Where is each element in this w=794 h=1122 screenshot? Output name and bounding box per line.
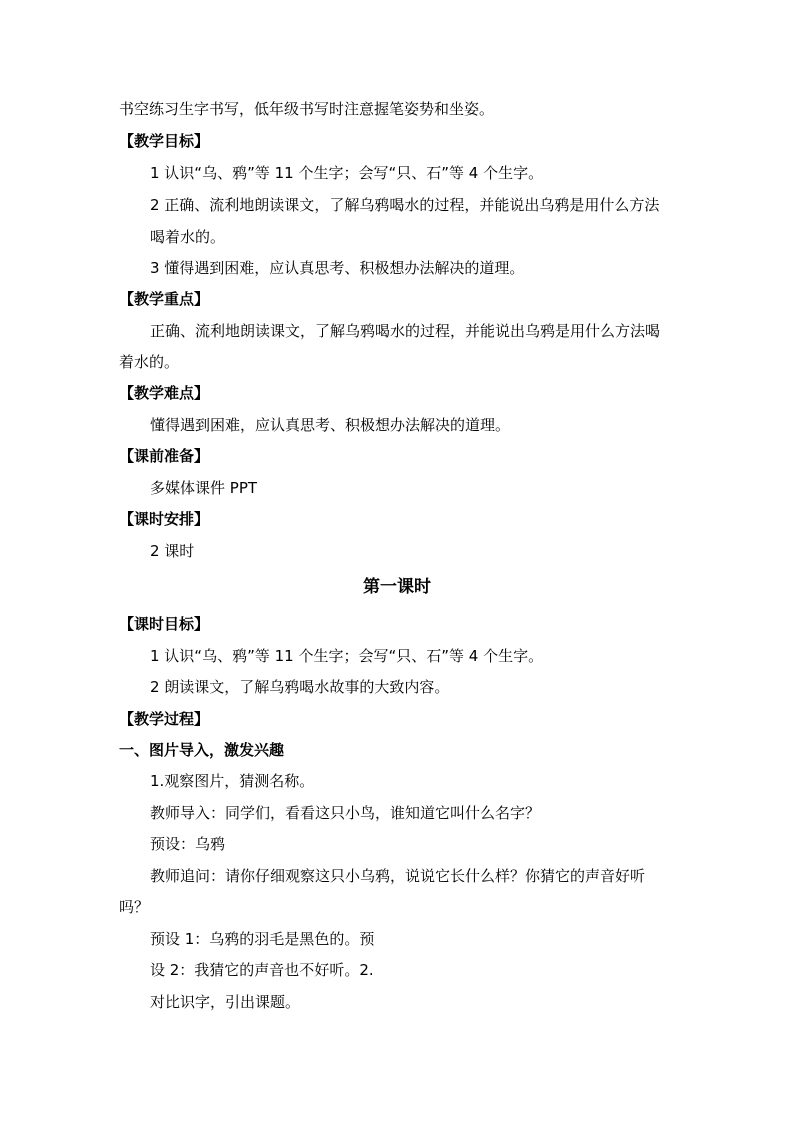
lesson-goal-1: 1 认识“乌、鸦”等 11 个生字；会写“只、石”等 4 个生字。 xyxy=(150,647,544,665)
heading-lesson-goals: 【课时目标】 xyxy=(119,615,210,633)
difficulty-text: 懂得遇到困难，应认真思考、积极想办法解决的道理。 xyxy=(150,416,511,434)
preset-1: 预设 1：乌鸦的羽毛是黑色的。预 xyxy=(150,930,375,948)
heading-teaching-focus: 【教学重点】 xyxy=(119,290,210,308)
intro-text: 书空练习生字书写，低年级书写时注意握笔姿势和坐姿。 xyxy=(119,100,495,118)
heading-teaching-process: 【教学过程】 xyxy=(119,710,210,728)
focus-text-line-1: 正确、流利地朗读课文，了解乌鸦喝水的过程，并能说出乌鸦是用什么方法喝 xyxy=(150,322,661,340)
teacher-question-line-2: 吗？ xyxy=(119,898,150,916)
heading-schedule: 【课时安排】 xyxy=(119,510,210,528)
compare-literacy: 对比识字，引出课题。 xyxy=(150,993,301,1011)
heading-teaching-goals: 【教学目标】 xyxy=(119,132,210,150)
goal-item-2-line-1: 2 正确、流利地朗读课文，了解乌鸦喝水的过程，并能说出乌鸦是用什么方法 xyxy=(150,196,660,214)
focus-text-line-2: 着水的。 xyxy=(119,353,180,371)
goal-item-2-line-2: 喝着水的。 xyxy=(150,228,226,246)
section-heading-1: 一、图片导入，激发兴趣 xyxy=(119,741,285,759)
preset-answer: 预设：乌鸦 xyxy=(150,835,226,853)
goal-item-3: 3 懂得遇到困难，应认真思考、积极想办法解决的道理。 xyxy=(150,259,525,277)
step-1: 1.观察图片，猜测名称。 xyxy=(150,772,315,790)
goal-item-1: 1 认识“乌、鸦”等 11 个生字；会写“只、石”等 4 个生字。 xyxy=(150,164,544,182)
heading-teaching-difficulty: 【教学难点】 xyxy=(119,384,210,402)
heading-class-preparation: 【课前准备】 xyxy=(119,447,210,465)
preparation-text: 多媒体课件 PPT xyxy=(150,479,258,497)
schedule-text: 2 课时 xyxy=(150,542,195,560)
lesson-goal-2: 2 朗读课文，了解乌鸦喝水故事的大致内容。 xyxy=(150,678,450,696)
lesson-title: 第一课时 xyxy=(363,577,431,597)
teacher-intro: 教师导入：同学们，看看这只小鸟，谁知道它叫什么名字？ xyxy=(150,804,541,822)
teacher-question-line-1: 教师追问：请你仔细观察这只小乌鸦，说说它长什么样？你猜它的声音好听 xyxy=(150,867,646,885)
preset-2: 设 2：我猜它的声音也不好听。2. xyxy=(150,961,374,979)
